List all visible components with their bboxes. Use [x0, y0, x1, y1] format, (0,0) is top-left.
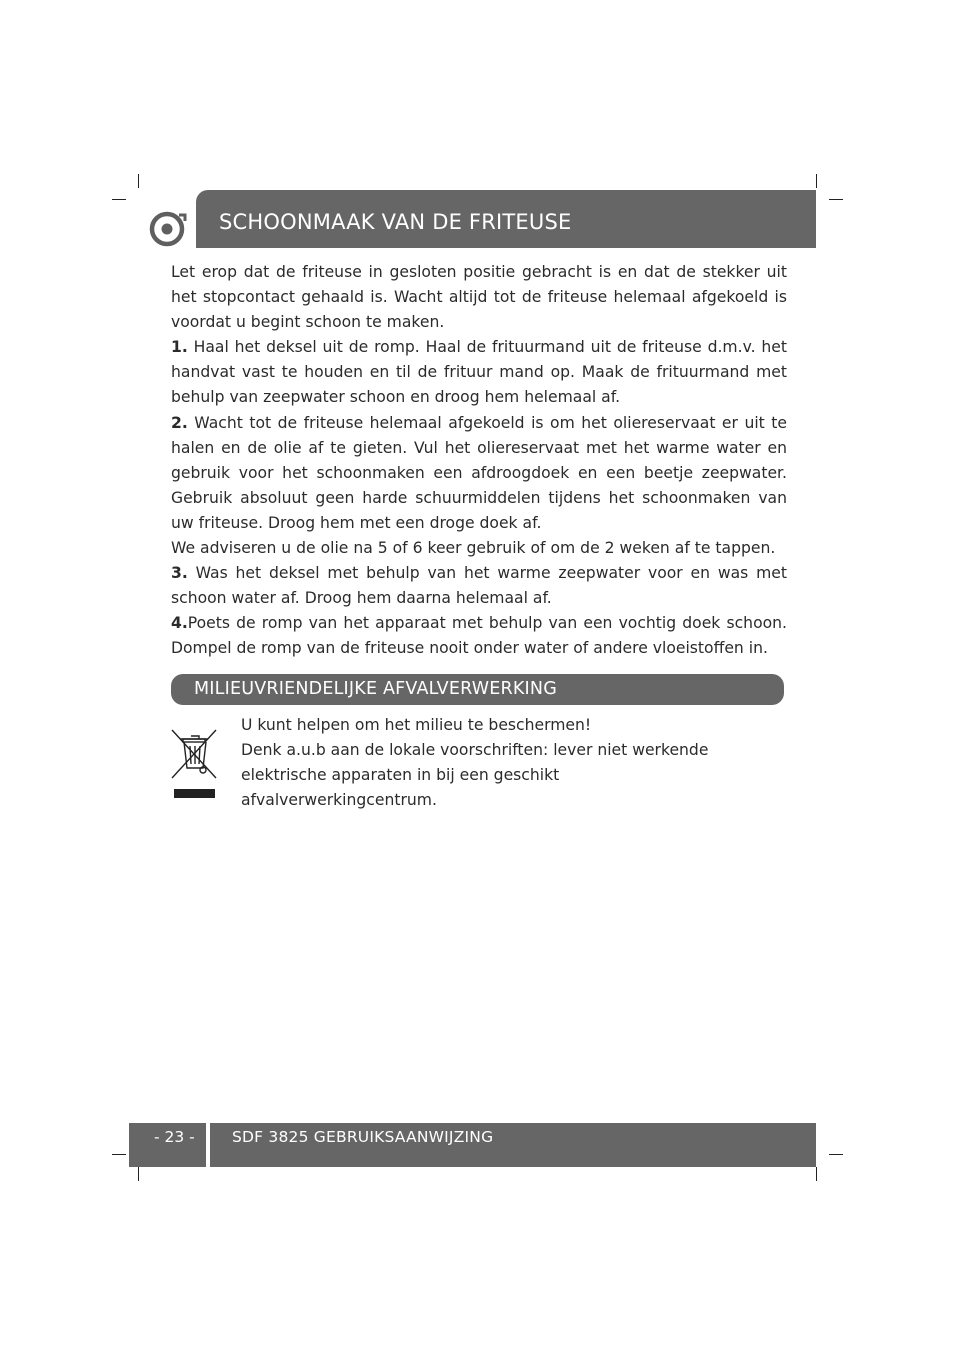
page-title: SCHOONMAAK VAN DE FRITEUSE: [219, 210, 572, 234]
step-1: [171, 335, 787, 410]
step-number: 2.: [171, 413, 188, 432]
cleaning-instructions: [171, 260, 787, 662]
step-4: [171, 611, 787, 661]
environment-line: afvalverwerkingcentrum.: [241, 791, 437, 810]
crop-mark: [829, 1154, 843, 1155]
brand-logo-icon: [148, 210, 188, 248]
crop-mark: [138, 174, 139, 188]
environment-line: Denk a.u.b aan de lokale voorschriften: lever niet werkende: [241, 741, 709, 760]
environment-text: [241, 713, 761, 813]
advice-paragraph: We adviseren u de olie na 5 of 6 keer gebruik of om de 2 weken af te tappen.: [171, 539, 776, 558]
manual-title: SDF 3825 GEBRUIKSAANWIJZING: [232, 1128, 494, 1146]
step-text: Was het deksel met behulp van het warme zeepwater voor en was met schoon water af. Droog hem daarna helemaal af.: [171, 564, 787, 608]
environment-heading-bar: [171, 674, 784, 705]
step-number: 1.: [171, 338, 188, 357]
step-2: [171, 411, 787, 536]
crop-mark: [112, 199, 126, 200]
crop-mark: [816, 174, 817, 188]
intro-paragraph: Let erop dat de friteuse in gesloten positie gebracht is en dat de stekker uit het stopcontact gehaald is. Wacht altijd tot de friteuse helemaal afgekoeld is voordat u begint schoon te maken.: [171, 263, 787, 332]
crop-mark: [112, 1154, 126, 1155]
step-3: [171, 561, 787, 611]
crop-mark: [829, 199, 843, 200]
step-text: Haal het deksel uit de romp. Haal de frituurmand uit de friteuse d.m.v. het handvat vast te houden en til de frituur mand op. Maak de frituurmand met behulp van zeepwater schoon en droog hem helemaal af.: [171, 338, 787, 407]
footer-title-bar: [210, 1123, 816, 1167]
step-text: Wacht tot de friteuse helemaal afgekoeld is om het oliereservaat er uit te halen en de olie af te gieten. Vul het oliereservaat met het warme water en gebruik voor het schoonmaken een afdroogdoek en een beetje zeepwater. Gebruik absoluut geen harde schuurmiddelen tijdens het schoonmaken van uw friteuse. Droog hem met een droge doek af.: [171, 413, 787, 532]
section-title-bar: [196, 190, 816, 248]
step-number: 3.: [171, 564, 188, 583]
footer-page-number-box: [129, 1123, 206, 1167]
step-text: Poets de romp van het apparaat met behulp van een vochtig doek schoon. Dompel de romp van de friteuse nooit onder water of andere vloeistoffen in.: [171, 614, 787, 658]
step-number: 4.: [171, 614, 188, 633]
environment-line: elektrische apparaten in bij een geschikt: [241, 766, 560, 785]
crop-mark: [816, 1167, 817, 1181]
environment-heading: MILIEUVRIENDELIJKE AFVALVERWERKING: [194, 679, 557, 699]
crossed-out-wheelie-bin-icon: [168, 728, 222, 802]
environment-line: U kunt helpen om het milieu te beschermen!: [241, 716, 592, 734]
page-number: - 23 -: [154, 1128, 195, 1146]
crop-mark: [138, 1167, 139, 1181]
